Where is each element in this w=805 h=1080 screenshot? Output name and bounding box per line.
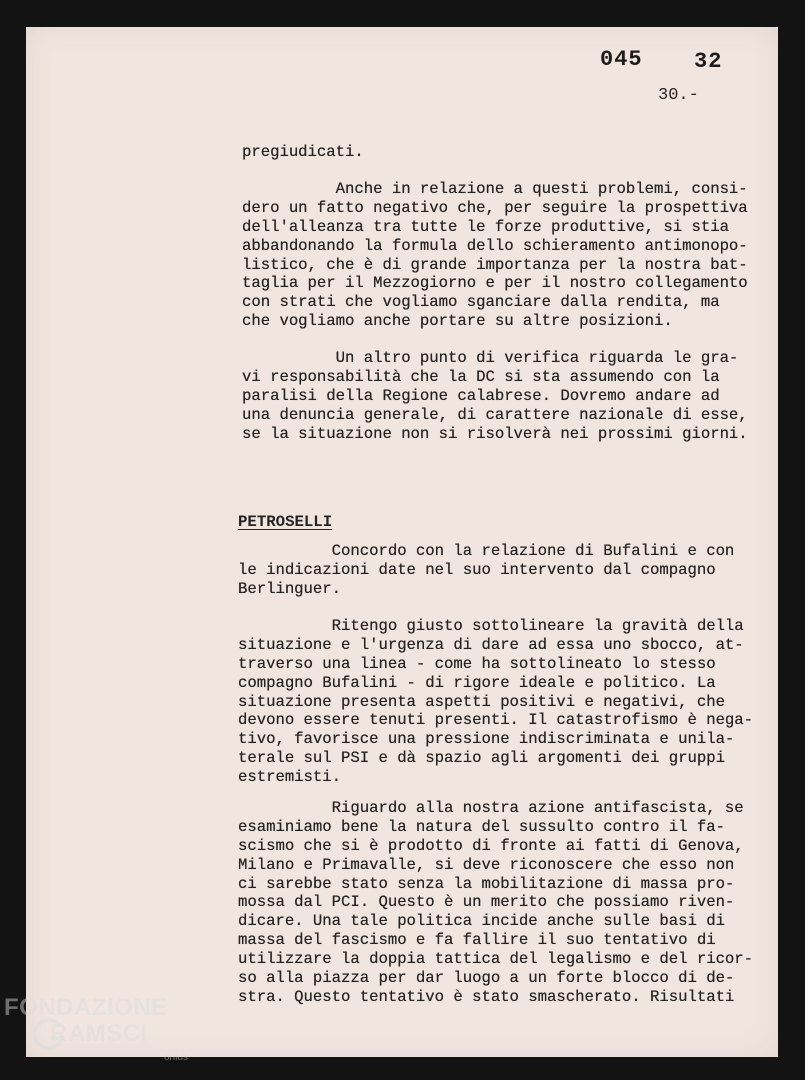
- text-line: dero un fatto negativo che, per seguire la prospettiva: [242, 198, 748, 217]
- text-line: vi responsabilità che la DC si sta assumendo con la: [242, 367, 720, 386]
- paragraph-concordo: [238, 542, 734, 599]
- text-line: utilizzare la doppia tattica del legalismo e del ricor-: [238, 950, 754, 969]
- paragraph-regione-calabrese: [242, 349, 748, 443]
- text-line: taglia per il Mezzogiorno e per il nostro collegamento: [242, 274, 748, 293]
- text-line: una denuncia generale, di carattere nazionale di esse,: [242, 405, 748, 424]
- text-line: devono essere tenuti presenti. Il catastrofismo è nega-: [238, 711, 754, 730]
- text-line: esaminiamo bene la natura del sussulto contro il fa-: [238, 817, 725, 836]
- text-line: Berlinguer.: [238, 579, 342, 598]
- text-line: Anche in relazione a questi problemi, consi-: [242, 180, 748, 198]
- text-line: abbandonando la formula dello schieramento antimonopo-: [242, 236, 748, 255]
- intro-line: pregiudicati.: [242, 143, 364, 161]
- watermark-line-2: RAMSCI: [50, 1020, 148, 1047]
- text-line: massa del fascismo e fa fallire il suo tentativo di: [238, 931, 716, 950]
- text-line: paralisi della Regione calabrese. Dovremo andare ad: [242, 386, 720, 405]
- paragraph-gravita: [238, 617, 753, 787]
- text-line: tivo, favorisce una pressione indiscriminata e unila-: [238, 730, 735, 749]
- text-line: Concordo con la relazione di Bufalini e con: [238, 542, 735, 560]
- document-page: [26, 27, 778, 1057]
- text-line: ci sarebbe stato senza la mobilitazione di massa pro-: [238, 874, 735, 893]
- text-line: Ritengo giusto sottolineare la gravità della: [238, 617, 744, 635]
- watermark-line-3: onlus: [164, 1052, 188, 1063]
- text-line: mossa dal PCI. Questo è un merito che possiamo riven-: [238, 893, 735, 912]
- text-line: Riguardo alla nostra azione antifascista, se: [238, 799, 744, 817]
- text-line: so alla piazza per dar luogo a un forte blocco di de-: [238, 969, 735, 988]
- watermark-line-1: FONDAZIONE: [4, 994, 168, 1021]
- paragraph-alleanza: [242, 180, 748, 331]
- page-number: 30.-: [658, 86, 699, 105]
- text-line: dicare. Una tale politica incide anche sulle basi di: [238, 912, 725, 931]
- text-line: Un altro punto di verifica riguarda le gra-: [242, 349, 739, 367]
- text-line: con strati che vogliamo sganciare dalla rendita, ma: [242, 293, 720, 312]
- text-line: le indicazioni date nel suo intervento dal compagno: [238, 560, 716, 579]
- text-line: stra. Questo tentativo è stato smascherato. Risultati: [238, 987, 735, 1006]
- paragraph-antifascista: [238, 799, 753, 1007]
- speaker-heading: PETROSELLI: [238, 513, 333, 531]
- text-line: se la situazione non si risolverà nei prossimi giorni.: [242, 424, 748, 443]
- text-line: dell'alleanza tra tutte le forze produttive, si stia: [242, 217, 729, 236]
- text-line: compagno Bufalini - di rigore ideale e politico. La: [238, 673, 716, 692]
- text-line: che vogliamo anche portare su altre posizioni.: [242, 312, 673, 331]
- text-line: listico, che è di grande importanza per la nostra bat-: [242, 255, 748, 274]
- archive-code: 045: [600, 47, 643, 72]
- text-line: Milano e Primavalle, si deve riconoscere che esso non: [238, 855, 735, 874]
- text-line: traverso una linea - come ha sottolineato lo stesso: [238, 654, 716, 673]
- archive-page-number: 32: [694, 49, 723, 74]
- text-line: situazione e l'urgenza di dare ad essa uno sbocco, at-: [238, 635, 744, 654]
- text-line: situazione presenta aspetti positivi e negativi, che: [238, 692, 725, 711]
- text-line: terale sul PSI e dà spazio agli argomenti dei gruppi: [238, 749, 725, 768]
- text-line: estremisti.: [238, 768, 342, 787]
- text-line: scismo che si è prodotto di fronte ai fatti di Genova,: [238, 836, 744, 855]
